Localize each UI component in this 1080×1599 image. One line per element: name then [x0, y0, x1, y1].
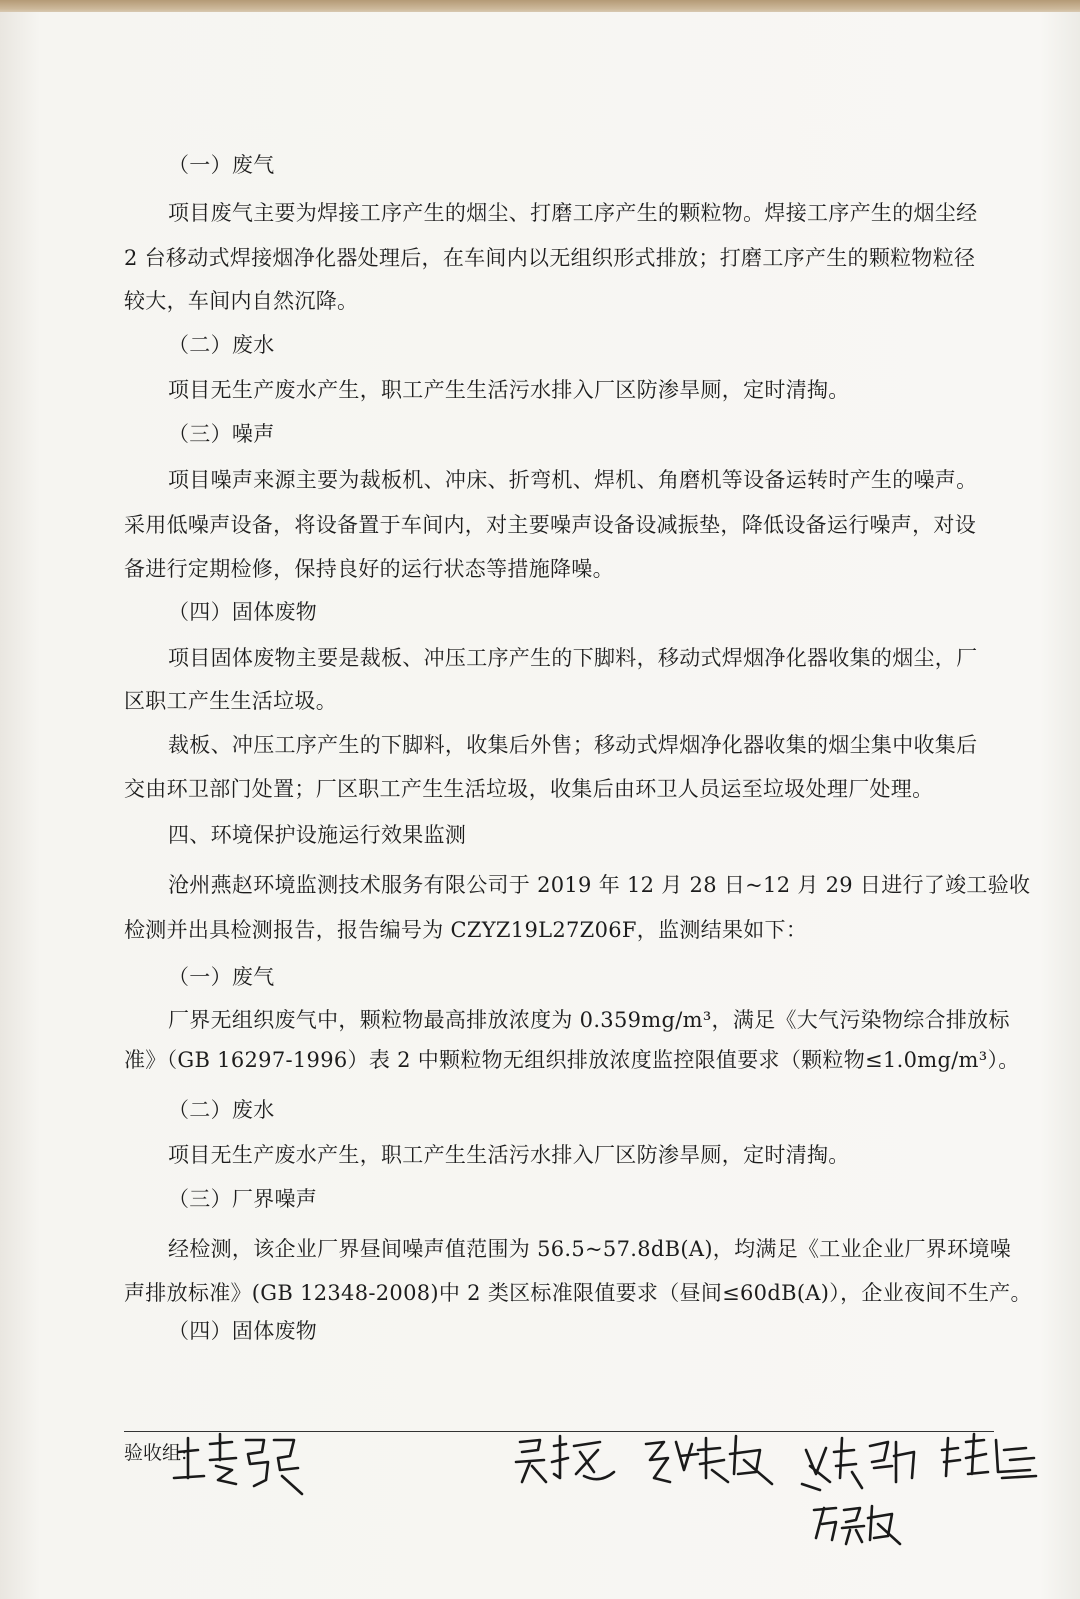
section-heading: （一）废气: [168, 965, 275, 989]
acceptance-group-label: 验收组:: [124, 1442, 188, 1464]
paragraph-line: 较大，车间内自然沉降。: [124, 289, 359, 313]
paragraph-line: 采用低噪声设备，将设备置于车间内，对主要噪声设备设减振垫，降低设备运行噪声，对设: [124, 513, 976, 537]
signature-3-icon: [640, 1430, 780, 1492]
section-heading: （四）固体废物: [168, 1319, 318, 1343]
paragraph-line: 准》（GB 16297-1996）表 2 中颗粒物无组织排放浓度监控限值要求（颗粒物≤1.0mg/m³）。: [124, 1048, 1020, 1072]
signature-1-icon: [170, 1430, 310, 1500]
paragraph-line: 备进行定期检修，保持良好的运行状态等措施降噪。: [124, 557, 614, 581]
signature-5-icon: [940, 1432, 1040, 1488]
paragraph-line: 厂界无组织废气中，颗粒物最高排放浓度为 0.359mg/m³，满足《大气污染物综合排放标: [168, 1008, 1010, 1032]
paragraph-line: 经检测，该企业厂界昼间噪声值范围为 56.5~57.8dB(A)，均满足《工业企业厂界环境噪: [168, 1237, 1012, 1261]
section-heading: 四、环境保护设施运行效果监测: [168, 823, 467, 847]
paragraph-line: 项目噪声来源主要为裁板机、冲床、折弯机、焊机、角磨机等设备运转时产生的噪声。: [168, 468, 978, 492]
section-heading: （四）固体废物: [168, 600, 318, 624]
paragraph-line: 区职工产生生活垃圾。: [124, 689, 337, 713]
signature-2-icon: [510, 1432, 620, 1492]
section-heading: （一）废气: [168, 153, 275, 177]
paragraph-line: 声排放标准》(GB 12348-2008)中 2 类区标准限值要求（昼间≤60dB(A)），企业夜间不生产。: [124, 1281, 1032, 1305]
paragraph-line: 项目固体废物主要是裁板、冲压工序产生的下脚料，移动式焊烟净化器收集的烟尘，厂: [168, 646, 978, 670]
paragraph-line: 裁板、冲压工序产生的下脚料，收集后外售；移动式焊烟净化器收集的烟尘集中收集后: [168, 733, 978, 757]
section-heading: （三）噪声: [168, 422, 275, 446]
paragraph-line: 项目废气主要为焊接工序产生的烟尘、打磨工序产生的颗粒物。焊接工序产生的烟尘经: [168, 201, 978, 225]
paragraph-line: 沧州燕赵环境监测技术服务有限公司于 2019 年 12 月 28 日~12 月 29 日进行了竣工验收: [168, 873, 1031, 897]
section-heading: （二）废水: [168, 333, 275, 357]
paragraph-line: 项目无生产废水产生，职工产生生活污水排入厂区防渗旱厕，定时清掏。: [168, 1143, 850, 1167]
paragraph-line: 检测并出具检测报告，报告编号为 CZYZ19L27Z06F，监测结果如下：: [124, 918, 808, 942]
paragraph-line: 2 台移动式焊接烟净化器处理后，在车间内以无组织形式排放；打磨工序产生的颗粒物粒径: [124, 246, 976, 270]
paragraph-line: 交由环卫部门处置；厂区职工产生生活垃圾，收集后由环卫人员运至垃圾处理厂处理。: [124, 777, 934, 801]
section-heading: （三）厂界噪声: [168, 1187, 318, 1211]
paragraph-line: 项目无生产废水产生，职工产生生活污水排入厂区防渗旱厕，定时清掏。: [168, 378, 850, 402]
signature-4-icon: [800, 1432, 920, 1496]
section-heading: （二）废水: [168, 1098, 275, 1122]
signature-6-icon: [808, 1500, 908, 1548]
